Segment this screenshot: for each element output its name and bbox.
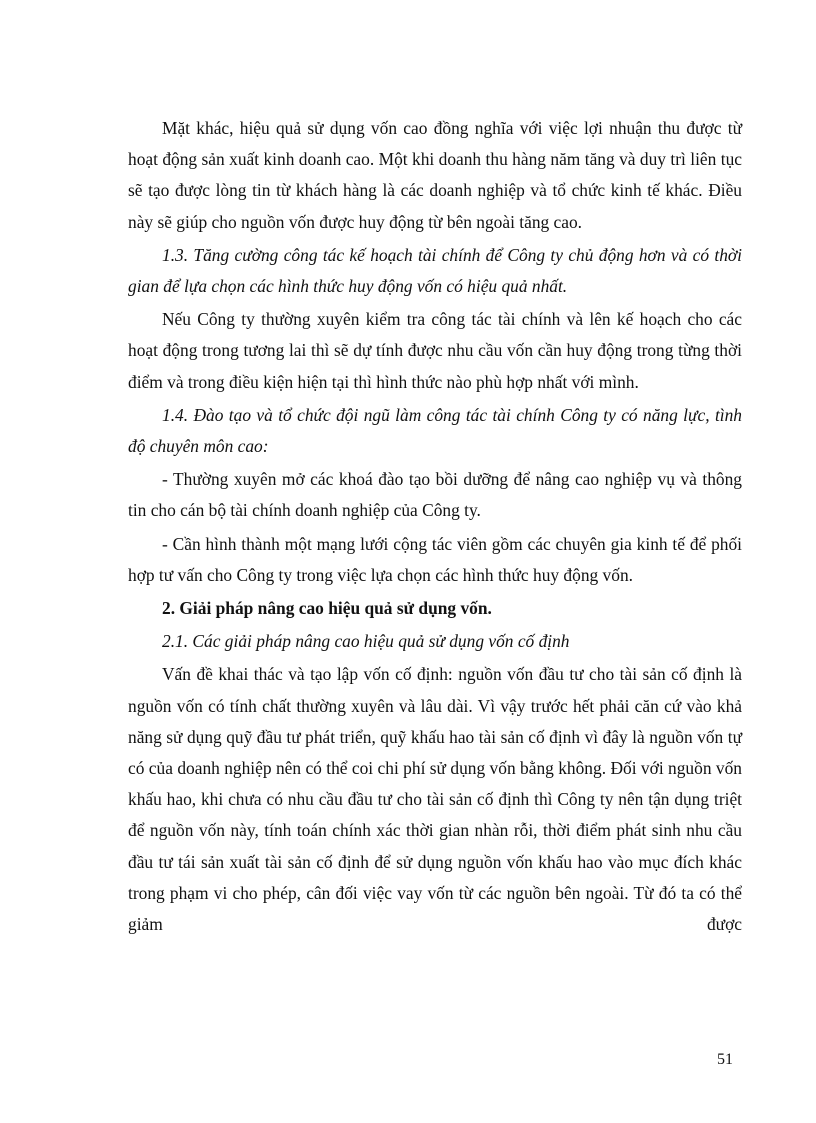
bullet-training-courses: - Thường xuyên mở các khoá đào tạo bồi dưỡng để nâng cao nghiệp vụ và thông tin cho cán bộ tài chính doanh nghiệp của Công ty. [128,469,742,521]
paragraph-fixed-capital-sources: Vấn đề khai thác và tạo lập vốn cố định: nguồn vốn đầu tư cho tài sản cố định là nguồn vốn có tính chất thường xuyên và lâu dài. Vì vậy trước hết phải căn cứ vào khả năng sử dụng quỹ đầu tư phát triển, quỹ khấu hao tài sản cố định vì đây là nguồn vốn tự có của doanh nghiệp nên có thể coi chi phí sử dụng vốn bằng không. Đối với nguồn vốn khấu hao, khi chưa có nhu cầu đầu tư cho tài sản cố định thì Công ty nên tận dụng triệt để nguồn vốn này, tính toán chính xác thời gian nhàn rỗi, thời điểm phát sinh nhu cầu đầu tư tái sản xuất tài sản cố định để sử dụng nguồn vốn khấu hao vào mục đích khác trong phạm vi cho phép, cân đối việc vay vốn từ các nguồn bên ngoài. Từ đó ta có thể giảm được [128,664,742,935]
subheading-fixed-capital: 2.1. Các giải pháp nâng cao hiệu quả sử dụng vốn cố định [162,631,570,652]
subheading-financial-planning: 1.3. Tăng cường công tác kế hoạch tài chính để Công ty chủ động hơn và có thời gian để lựa chọn các hình thức huy động vốn có hiệu quả nhất. [128,244,742,297]
document-page [128,113,742,940]
bullet-expert-network: - Cần hình thành một mạng lưới cộng tác viên gồm các chuyên gia kinh tế để phối hợp tư vấn cho Công ty trong việc lựa chọn các hình thức huy động vốn. [128,533,742,585]
section-heading-capital-efficiency: 2. Giải pháp nâng cao hiệu quả sử dụng vốn. [162,598,492,619]
paragraph-financial-inspection: Nếu Công ty thường xuyên kiểm tra công tác tài chính và lên kế hoạch cho các hoạt động trong tương lai thì sẽ dự tính được nhu cầu vốn cần huy động trong từng thời điểm và trong điều kiện hiện tại thì hình thức nào phù hợp nhất với mình. [128,309,742,392]
paragraph-profit-efficiency: Mặt khác, hiệu quả sử dụng vốn cao đồng nghĩa với việc lợi nhuận thu được từ hoạt động sản xuất kinh doanh cao. Một khi doanh thu hàng năm tăng và duy trì liên tục sẽ tạo được lòng tin từ khách hàng là các doanh nghiệp và tổ chức kinh tế khác. Điều này sẽ giúp cho nguồn vốn được huy động từ bên ngoài tăng cao. [128,118,742,232]
subheading-staff-training: 1.4. Đào tạo và tổ chức đội ngũ làm công tác tài chính Công ty có năng lực, tình độ chuyên môn cao: [128,404,742,457]
page-number: 51 [717,1051,733,1068]
